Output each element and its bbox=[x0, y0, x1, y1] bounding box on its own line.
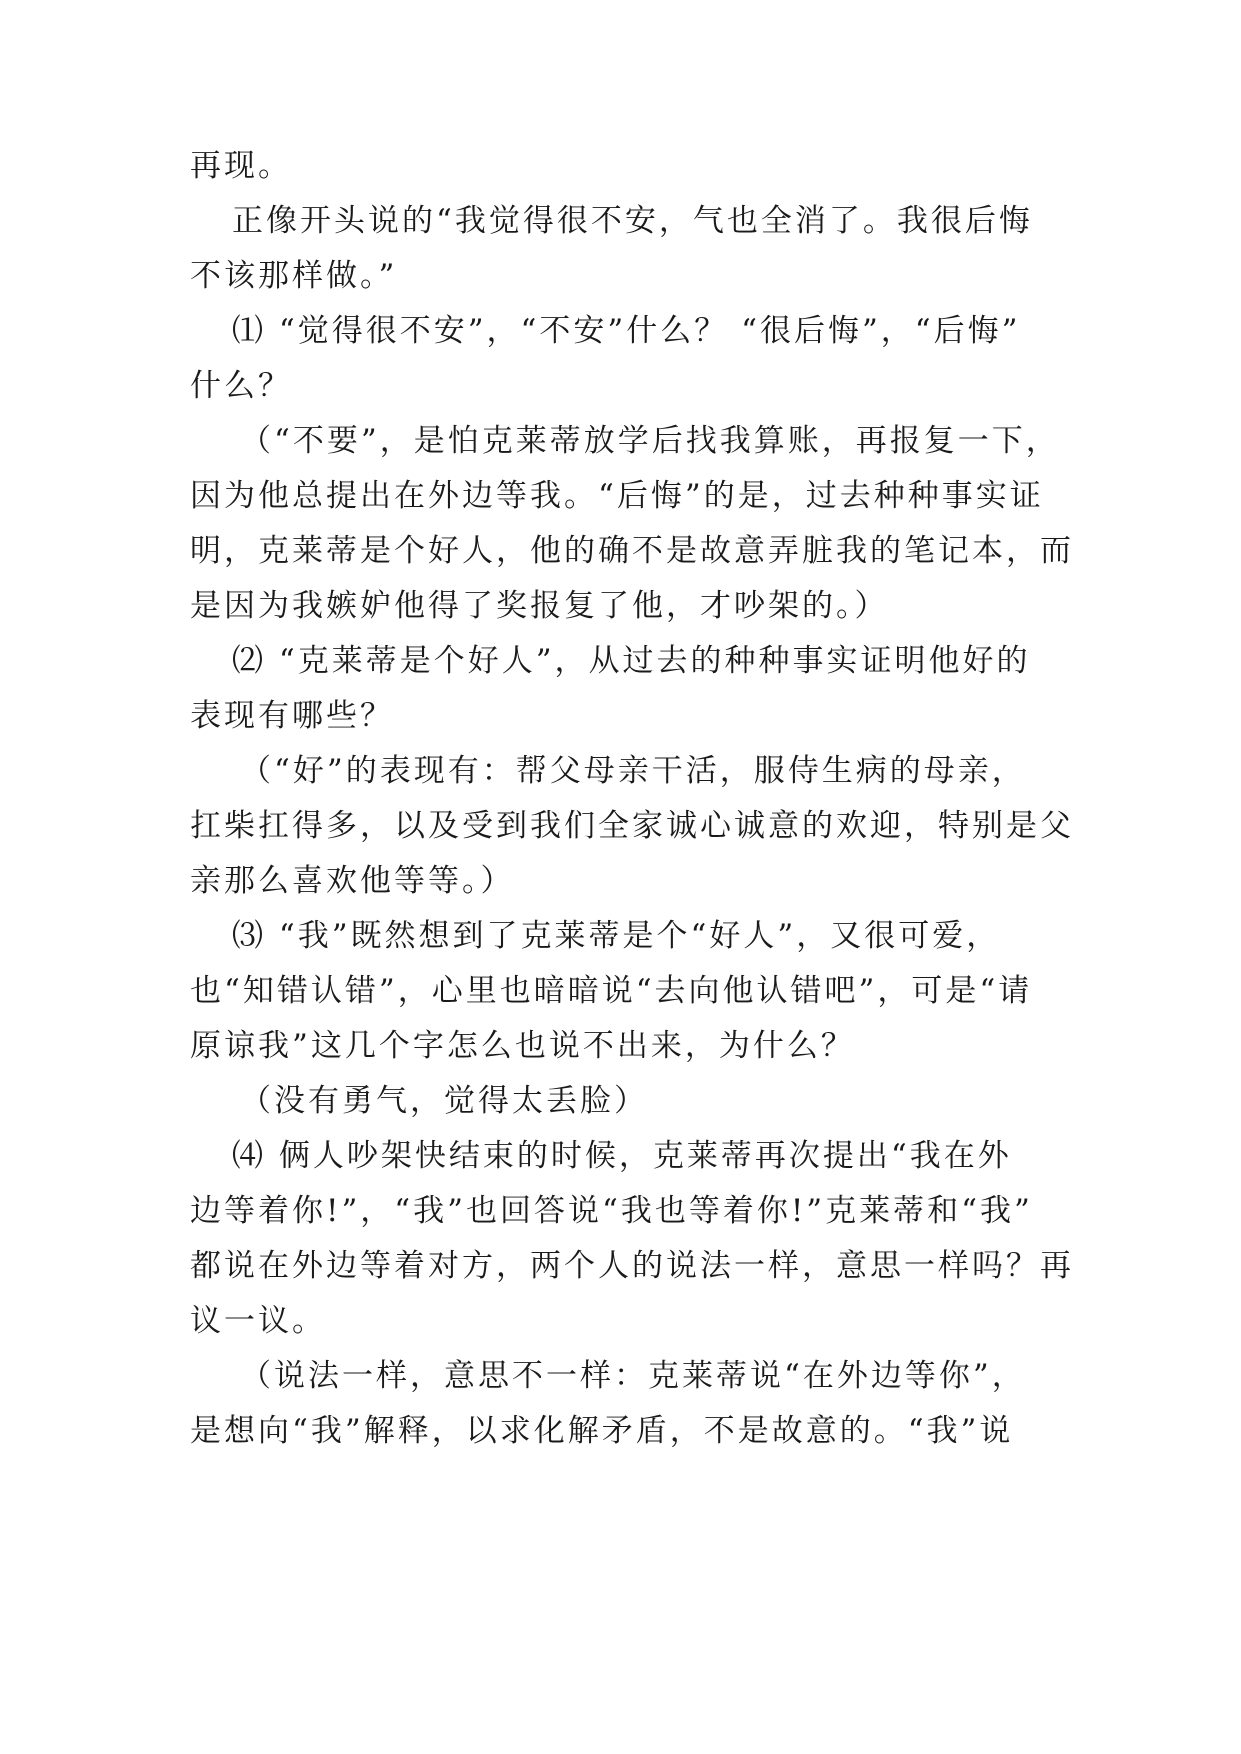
text-line: （说法一样，意思不一样：克莱蒂说“在外边等你”， bbox=[240, 1358, 1026, 1394]
text-line: ⑷ 俩人吵架快结束的时候，克莱蒂再次提出“我在外 bbox=[232, 1138, 1012, 1174]
text-line: 原谅我”这几个字怎么也说不出来，为什么？ bbox=[190, 1028, 855, 1064]
text-line: ⑵ “克莱蒂是个好人”，从过去的种种事实证明他好的 bbox=[232, 643, 1031, 679]
text-line: 是想向“我”解释，以求化解矛盾，不是故意的。“我”说 bbox=[190, 1413, 1014, 1449]
text-line: 再现。 bbox=[190, 148, 292, 184]
text-line: ⑴ “觉得很不安”，“不安”什么？ “很后悔”，“后悔” bbox=[232, 313, 1021, 349]
text-line: 因为他总提出在外边等我。“后悔”的是，过去种种事实证 bbox=[190, 478, 1044, 514]
text-line: 扛柴扛得多，以及受到我们全家诚心诚意的欢迎，特别是父 bbox=[190, 808, 1074, 844]
text-line: （没有勇气，觉得太丢脸） bbox=[240, 1083, 648, 1119]
text-line: 表现有哪些？ bbox=[190, 698, 394, 734]
text-line: （“不要”，是怕克莱蒂放学后找我算账，再报复一下， bbox=[240, 423, 1060, 459]
text-line: 议一议。 bbox=[190, 1303, 326, 1339]
text-line: 明，克莱蒂是个好人，他的确不是故意弄脏我的笔记本，而 bbox=[190, 533, 1074, 569]
text-line: 都说在外边等着对方，两个人的说法一样，意思一样吗？再 bbox=[190, 1248, 1074, 1284]
text-line: 是因为我嫉妒他得了奖报复了他，才吵架的。） bbox=[190, 588, 889, 624]
text-line: 亲那么喜欢他等等。） bbox=[190, 863, 515, 899]
text-line: 边等着你!”，“我”也回答说“我也等着你!”克莱蒂和“我” bbox=[190, 1193, 1033, 1229]
text-line: 什么？ bbox=[190, 368, 292, 404]
text-line: ⑶ “我”既然想到了克莱蒂是个“好人”，又很可爱， bbox=[232, 918, 1001, 954]
text-line: 不该那样做。” bbox=[190, 258, 398, 294]
text-line: （“好”的表现有：帮父母亲干活，服侍生病的母亲， bbox=[240, 753, 1026, 789]
text-line: 正像开头说的“我觉得很不安，气也全消了。我很后悔 bbox=[232, 203, 1033, 239]
text-line: 也“知错认错”，心里也暗暗说“去向他认错吧”，可是“请 bbox=[190, 973, 1033, 1009]
